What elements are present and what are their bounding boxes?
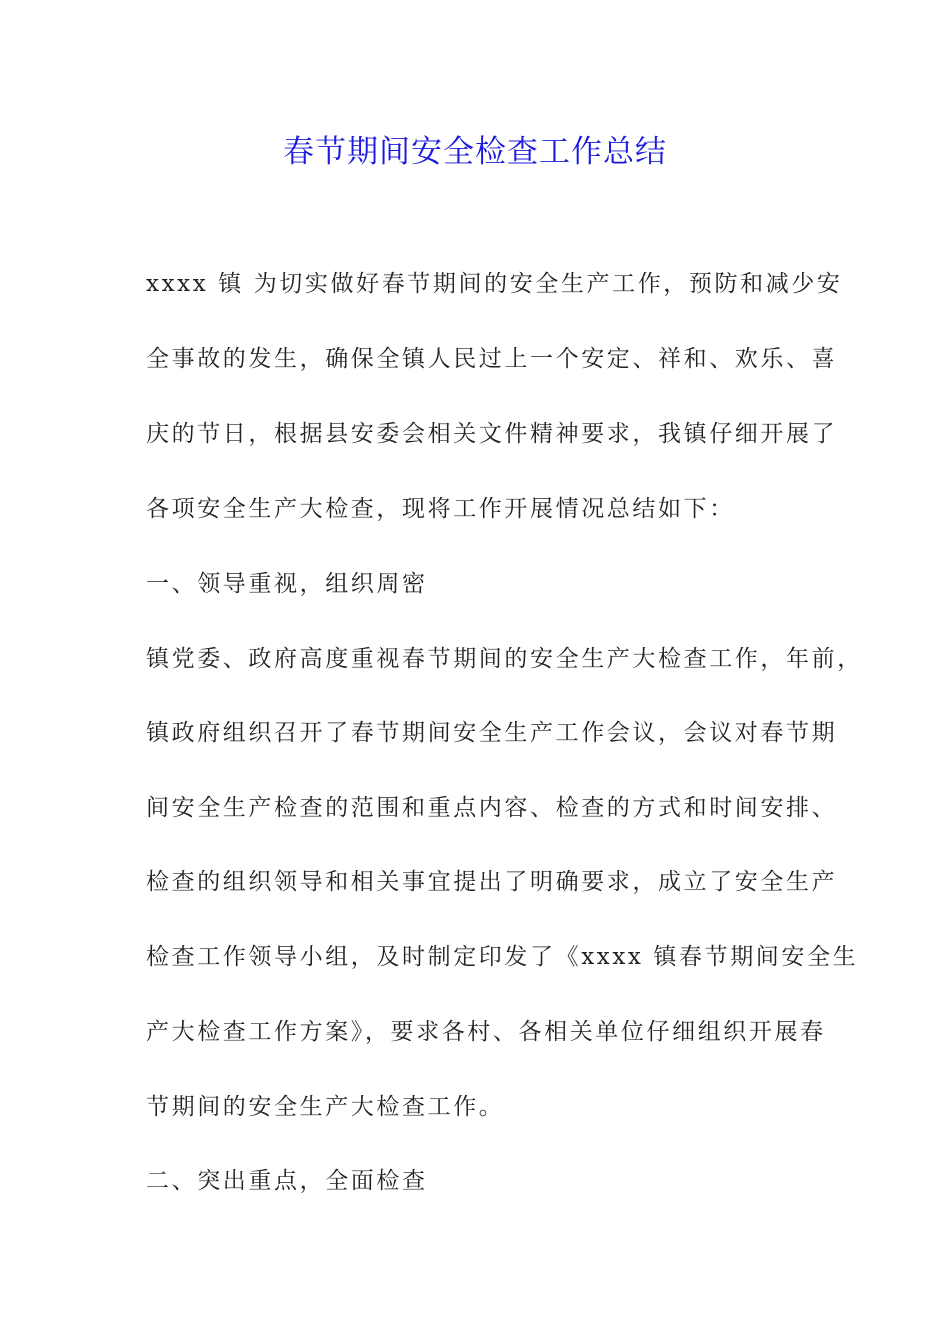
paragraph-line: 节期间的安全生产大检查工作。 [146, 1094, 505, 1120]
paragraph-line: 全事故的发生，确保全镇人民过上一个安定、祥和、欢乐、喜 [146, 346, 838, 372]
paragraph-line: 检查工作领导小组，及时制定印发了《xxxx 镇春节期间安全生 [146, 944, 859, 970]
paragraph-line: 间安全生产检查的范围和重点内容、检查的方式和时间安排、 [146, 795, 838, 821]
paragraph-line: 各项安全生产大检查，现将工作开展情况总结如下： [146, 496, 735, 522]
paragraph-line: 镇党委、政府高度重视春节期间的安全生产大检查工作，年前， [146, 646, 863, 672]
paragraph-line: 镇政府组织召开了春节期间安全生产工作会议，会议对春节期 [146, 720, 838, 746]
paragraph-line: 检查的组织领导和相关事宜提出了明确要求，成立了安全生产 [146, 869, 838, 895]
paragraph-line: 产大检查工作方案》，要求各村、各相关单位仔细组织开展春 [146, 1019, 826, 1045]
paragraph-line: 庆的节日，根据县安委会相关文件精神要求，我镇仔细开展了 [146, 421, 838, 447]
section-heading-2: 二、突出重点，全面检查 [146, 1168, 428, 1194]
section-heading-1: 一、领导重视，组织周密 [146, 571, 428, 597]
paragraph-line: xxxx 镇 为切实做好春节期间的安全生产工作，预防和减少安 [146, 271, 843, 297]
document-title: 春节期间安全检查工作总结 [283, 134, 667, 170]
